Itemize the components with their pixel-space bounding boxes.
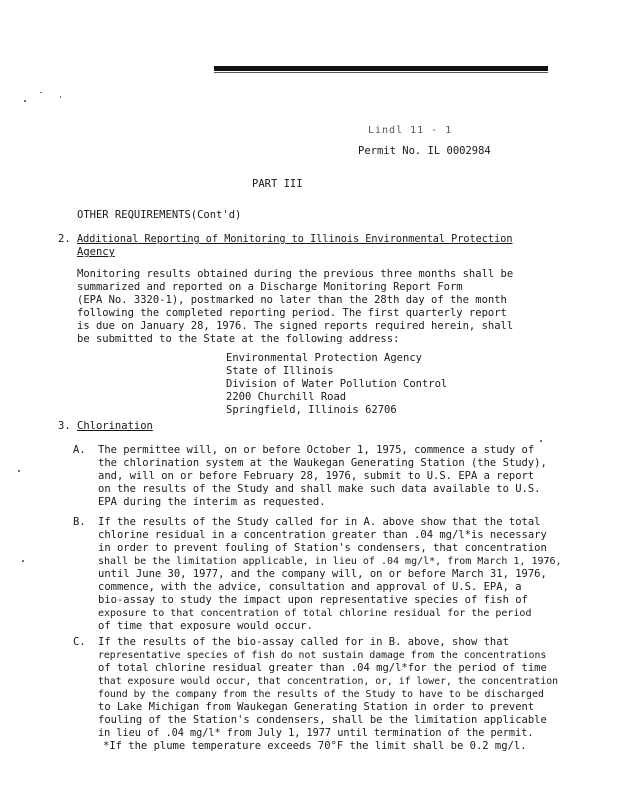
- address-line: Environmental Protection Agency: [226, 352, 422, 364]
- section-2-title-line1: Additional Reporting of Monitoring to Illinois Environmental Protection: [77, 234, 513, 245]
- paragraph-c-line: representative species of fish do not sustain damage from the concentrations: [98, 650, 547, 661]
- paragraph-a-line: and, will on or before February 28, 1976, submit to U.S. EPA a report: [98, 470, 535, 482]
- paragraph-c-line: of total chlorine residual greater than .04 mg/l*for the period of time: [98, 662, 547, 674]
- paragraph-c-line: to Lake Michigan from Waukegan Generating Station in order to prevent: [98, 701, 535, 713]
- paragraph-c-label: C.: [73, 636, 86, 648]
- paragraph-c-line: in lieu of .04 mg/l* from July 1, 1977 until termination of the permit.: [98, 728, 534, 739]
- section-2-body-line: (EPA No. 3320-1), postmarked no later than the 28th day of the month: [77, 294, 507, 306]
- scan-top-bar-shadow: [214, 72, 548, 73]
- address-line: State of Illinois: [226, 365, 334, 377]
- paragraph-a-line: EPA during the interim as requested.: [98, 496, 326, 508]
- paragraph-b-label: B.: [73, 516, 86, 528]
- address-line: Division of Water Pollution Control: [226, 378, 448, 390]
- paragraph-a-line: The permittee will, on or before October 1, 1975, commence a study of: [98, 444, 535, 456]
- address-line: 2200 Churchill Road: [226, 391, 347, 403]
- scan-top-bar: [214, 66, 548, 71]
- section-3-number: 3.: [58, 420, 71, 432]
- footnote: *If the plume temperature exceeds 70°F the limit shall be 0.2 mg/l.: [103, 740, 527, 752]
- paragraph-a-line: on the results of the Study and shall make such data available to U.S.: [98, 483, 541, 495]
- section-2-body-line: is due on January 28, 1976. The signed reports required herein, shall: [77, 320, 514, 332]
- paragraph-a-line: the chlorination system at the Waukegan Generating Station (the Study),: [98, 457, 547, 469]
- scan-speck: [60, 96, 61, 98]
- scan-speck: [24, 100, 26, 102]
- section-2-body: [77, 268, 513, 346]
- section-2-body-line: Monitoring results obtained during the previous three months shall be: [77, 268, 514, 280]
- other-requirements-heading: OTHER REQUIREMENTS(Cont'd): [77, 209, 242, 221]
- paragraph-b-line: chlorine residual in a concentration greater than .04 mg/l*is necessary: [98, 529, 547, 541]
- paragraph-c-line: that exposure would occur, that concentration, or, if lower, the concentration: [98, 676, 559, 687]
- paragraph-b: [98, 516, 562, 633]
- scan-speck: [18, 470, 20, 472]
- paragraph-b-line: bio-assay to study the impact upon representative species of fish of: [98, 594, 528, 606]
- paragraph-b-line: in order to prevent fouling of Station's condensers, that concentration: [98, 542, 547, 554]
- paragraph-c: [98, 636, 558, 740]
- part-heading: PART III: [252, 178, 303, 190]
- scan-speck: [540, 440, 542, 442]
- section-2-body-line: following the completed reporting period. The first quarterly report: [77, 307, 507, 319]
- paragraph-a-label: A.: [73, 444, 86, 456]
- mailing-address: [226, 352, 447, 417]
- paragraph-b-line: until June 30, 1977, and the company will, on or before March 31, 1976,: [98, 568, 547, 580]
- section-2-body-line: be submitted to the State at the following address:: [77, 333, 400, 345]
- paragraph-c-line: found by the company from the results of the Study to have to be discharged: [98, 689, 544, 700]
- paragraph-c-line: If the results of the bio-assay called for in B. above, show that: [98, 636, 509, 648]
- paragraph-b-line: exposure to that concentration of total chlorine residual for the period: [98, 608, 532, 619]
- scan-speck: [22, 560, 24, 562]
- address-line: Springfield, Illinois 62706: [226, 404, 397, 416]
- paragraph-a: [98, 444, 547, 509]
- section-2-title-line2: Agency: [77, 246, 115, 258]
- handwritten-note: Lindl 11 - 1: [368, 125, 453, 136]
- scan-speck: [40, 92, 42, 93]
- paragraph-b-line: shall be the limitation applicable, in lieu of .04 mg/l*, from March 1, 1976,: [98, 556, 562, 567]
- paragraph-c-line: fouling of the Station's condensers, shall be the limitation applicable: [98, 714, 547, 726]
- section-3-title: Chlorination: [77, 420, 153, 432]
- paragraph-b-line: If the results of the Study called for in A. above show that the total: [98, 516, 541, 528]
- paragraph-b-line: commence, with the advice, consultation and approval of U.S. EPA, a: [98, 581, 522, 593]
- permit-number: Permit No. IL 0002984: [358, 145, 491, 157]
- section-2-number: 2.: [58, 233, 71, 245]
- section-2-body-line: summarized and reported on a Discharge Monitoring Report Form: [77, 281, 463, 293]
- paragraph-b-line: of time that exposure would occur.: [98, 620, 313, 632]
